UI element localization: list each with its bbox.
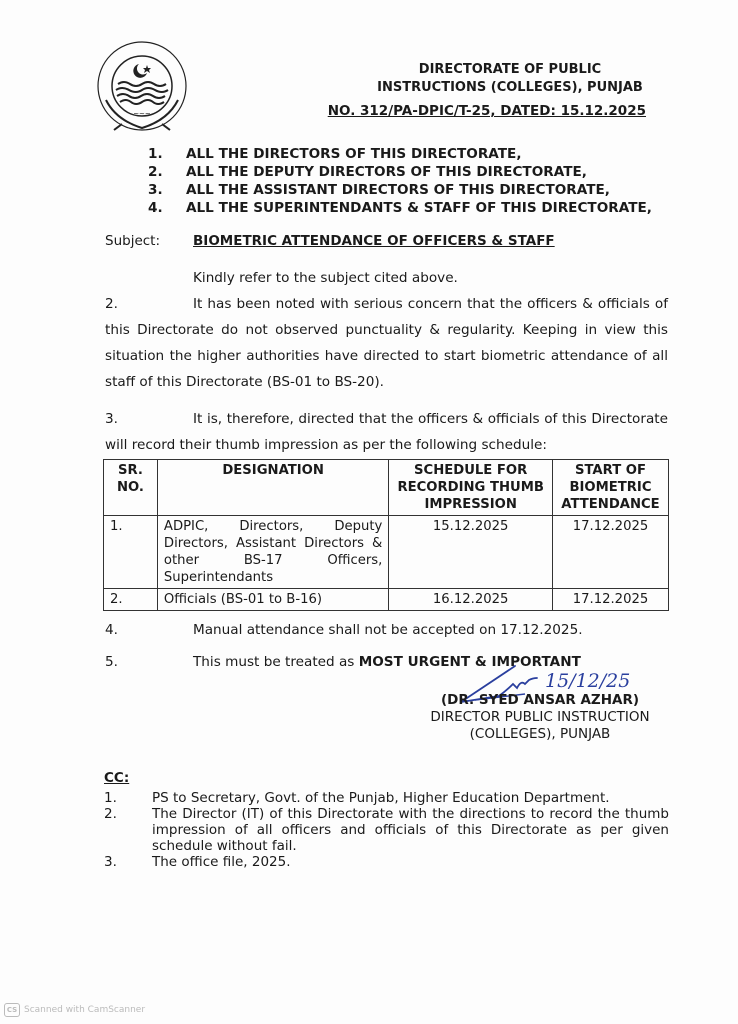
table-header-row [104, 460, 669, 516]
handwritten-date: 15/12/25 [545, 670, 631, 692]
signatory-block [420, 692, 660, 743]
cell-start: 17.12.2025 [553, 516, 669, 589]
header-sr-no: SR. NO. [104, 460, 158, 516]
paragraph-number: 4. [105, 622, 118, 638]
reference-number: NO. 312/PA-DPIC/T-25, DATED: 15.12.2025 [327, 103, 646, 119]
camscanner-watermark [4, 1003, 145, 1017]
signatory-title-line1: DIRECTOR PUBLIC INSTRUCTION [430, 709, 650, 725]
table-row [104, 589, 669, 611]
watermark-text: Scanned with CamScanner [24, 1005, 146, 1015]
paragraph-1: Kindly refer to the subject cited above. [193, 270, 458, 286]
paragraph-number: 3. [105, 411, 118, 427]
urgent-emphasis: MOST URGENT & IMPORTANT [358, 654, 581, 670]
cell-sr: 1. [104, 516, 158, 589]
addressee-item: 1. ALL THE DIRECTORS OF THIS DIRECTORATE, [148, 146, 522, 162]
header-schedule: SCHEDULE FOR RECORDING THUMB IMPRESSION [389, 460, 553, 516]
cc-item: 2. The Director (IT) of this Directorate with the directions to record the thumb impression of all officers and officials of this Directorate as per given schedule without fail. [104, 806, 669, 854]
cc-list [104, 790, 669, 870]
paragraph-2: 2. It has been noted with serious concern that the officers & officials of this Directorate do not observed punctuality & regularity. Keeping in view this situation the higher authorities have directed to start biometric attendance of all staff of this Directorate (BS-01 to BS-20). [105, 291, 668, 395]
addressee-item: 2. ALL THE DEPUTY DIRECTORS OF THIS DIRECTORATE, [148, 164, 587, 180]
cell-start: 17.12.2025 [553, 589, 669, 611]
table-row [104, 516, 669, 589]
camscanner-logo-icon: CS [4, 1003, 20, 1017]
addressee-list [142, 145, 652, 217]
cc-item: 3. The office file, 2025. [104, 854, 291, 870]
cell-designation: Officials (BS-01 to B-16) [157, 589, 388, 611]
cell-sr: 2. [104, 589, 158, 611]
paragraph-3: 3. It is, therefore, directed that the officers & officials of this Directorate will record their thumb impression as per the following schedule: [105, 406, 668, 458]
cell-designation: ADPIC, Directors, Deputy Directors, Assistant Directors & other BS-17 Officers, Superintendants [157, 516, 388, 589]
paragraph-number: 5. [105, 654, 118, 670]
svg-text:~~~: ~~~ [133, 110, 151, 118]
paragraph-5: 5. This must be treated as MOST URGENT & IMPORTANT [105, 649, 668, 675]
cell-schedule: 15.12.2025 [389, 516, 553, 589]
signatory-title-line2: (COLLEGES), PUNJAB [469, 726, 611, 742]
cc-title: CC: [104, 770, 130, 786]
addressee-item: 4. ALL THE SUPERINTENDANTS & STAFF OF THIS DIRECTORATE, [148, 200, 652, 216]
paragraph-4: 4. Manual attendance shall not be accepted on 17.12.2025. [105, 617, 668, 643]
addressee-item: 3. ALL THE ASSISTANT DIRECTORS OF THIS DIRECTORATE, [148, 182, 610, 198]
header-start: START OF BIOMETRIC ATTENDANCE [553, 460, 669, 516]
subject-label: Subject: [105, 233, 161, 249]
paragraph-number: 2. [105, 296, 118, 312]
cc-item: 1. PS to Secretary, Govt. of the Punjab, Higher Education Department. [104, 790, 610, 806]
signatory-name: (DR. SYED ANSAR AZHAR) [440, 692, 640, 708]
org-name-line1: DIRECTORATE OF PUBLIC [418, 62, 602, 77]
header-designation: DESIGNATION [157, 460, 388, 516]
directorate-emblem-icon [92, 40, 192, 134]
schedule-table [103, 459, 669, 611]
org-name-line2: INSTRUCTIONS (COLLEGES), PUNJAB [377, 80, 643, 95]
cell-schedule: 16.12.2025 [389, 589, 553, 611]
subject-text: BIOMETRIC ATTENDANCE OF OFFICERS & STAFF [193, 233, 555, 249]
